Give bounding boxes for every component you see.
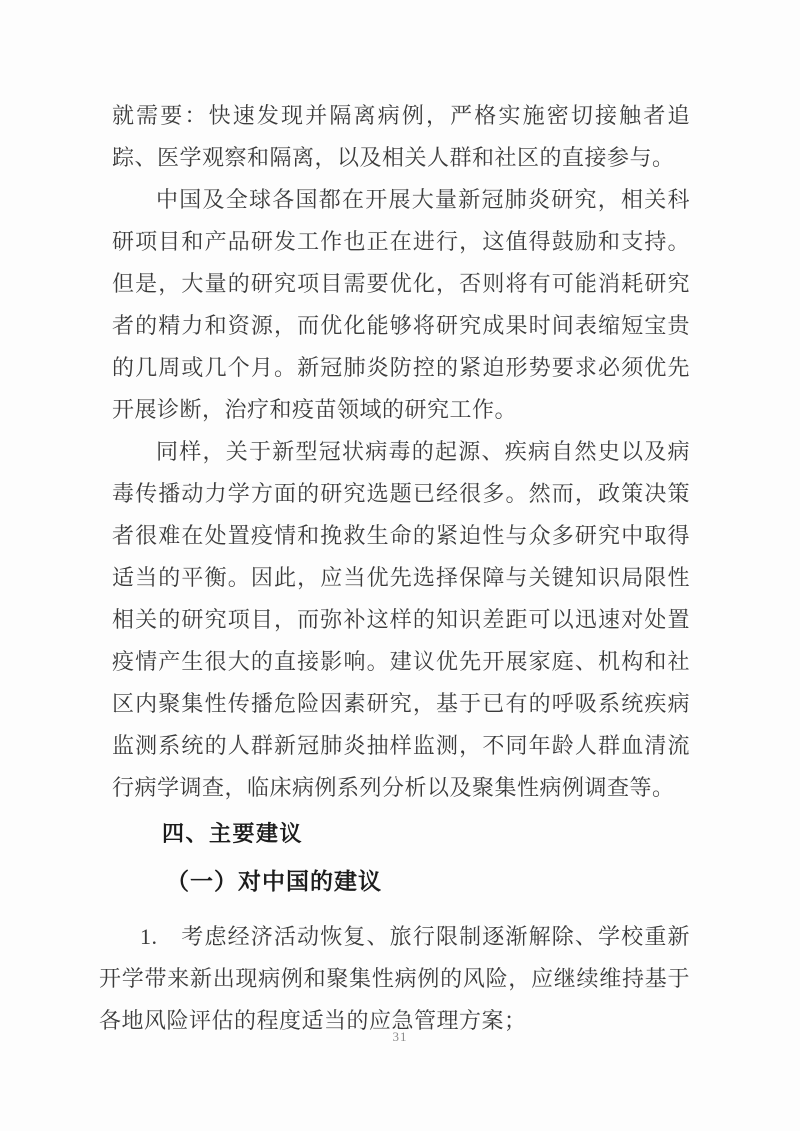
paragraph-research-priorities: 同样，关于新型冠状病毒的起源、疾病自然史以及病毒传播动力学方面的研究选题已经很多。然而，政策决策者很难在处置疫情和挽救生命的紧迫性与众多研究中取得适当的平衡。因此，应当优先选择保障与关键知识局限性相关的研究项目，而弥补这样的知识差距可以迅速对处置疫情产生很大的直接影响。建议优先开展家庭、机构和社区内聚集性传播危险因素研究，基于已有的呼吸系统疾病监测系统的人群新冠肺炎抽样监测，不同年龄人群血清流行病学调查，临床病例系列分析以及聚集性病例调查等。 [112,439,690,800]
section-heading-main-recommendations: 四、主要建议 [162,821,304,846]
paragraph-continuation: 就需要：快速发现并隔离病例，严格实施密切接触者追踪、医学观察和隔离，以及相关人群和社区的直接参与。 [112,103,690,170]
page-body [99,95,690,1042]
subsection-heading-recommendations-for-china: （一）对中国的建议 [166,869,382,894]
recommendation-item-1: 1. 考虑经济活动恢复、旅行限制逐渐解除、学校重新开学带来新出现病例和聚集性病例的风险，应继续维持基于各地风险评估的程度适当的应急管理方案； [99,924,690,1033]
page-number: 31 [392,1029,408,1044]
paragraph-research-overview: 中国及全球各国都在开展大量新冠肺炎研究，相关科研项目和产品研发工作也正在进行，这值得鼓励和支持。但是，大量的研究项目需要优化，否则将有可能消耗研究者的精力和资源，而优化能够将研究成果时间表缩短宝贵的几周或几个月。新冠肺炎防控的紧迫形势要求必须优先开展诊断，治疗和疫苗领域的研究工作。 [112,187,690,422]
